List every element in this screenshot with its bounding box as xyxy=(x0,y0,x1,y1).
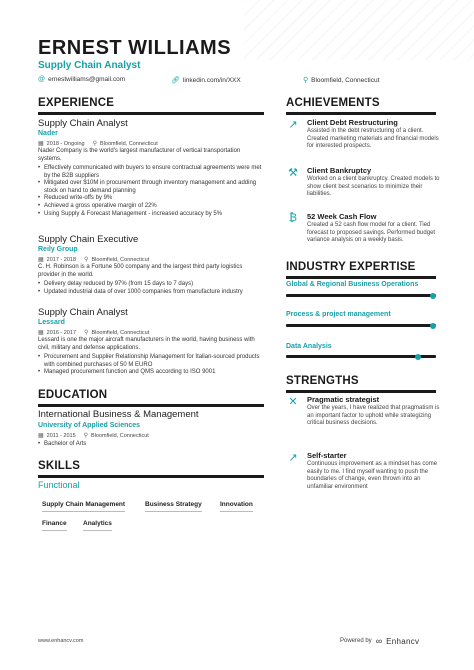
skill-tag: Business Strategy xyxy=(145,501,202,512)
expertise-bar-1 xyxy=(286,294,436,297)
candidate-title: Supply Chain Analyst xyxy=(38,60,141,71)
education-dates: 2011 - 2015 xyxy=(46,432,76,439)
job-title-2: Supply Chain Executive xyxy=(38,234,139,245)
expertise-knob-2 xyxy=(430,323,436,329)
location-text: Bloomfield, Connecticut xyxy=(311,76,380,84)
achievements-rule xyxy=(286,112,436,115)
footer-site-link[interactable]: www.enhancv.com xyxy=(38,638,84,644)
list-item: • Bachelor of Arts xyxy=(38,441,263,449)
job-location-1: Bloomfield, Connecticut xyxy=(100,140,158,147)
brand-name: Enhancv xyxy=(386,636,420,646)
degree-title: International Business & Management xyxy=(38,409,199,420)
at-icon: @ xyxy=(38,76,46,83)
job-dates-2: 2017 - 2018 xyxy=(46,256,77,263)
location-pin-icon: ⚲ xyxy=(303,77,309,84)
contact-linkedin[interactable] xyxy=(171,76,241,84)
footer-powered-by[interactable] xyxy=(340,636,419,646)
skills-heading: SKILLS xyxy=(38,460,81,472)
school-name: University of Applied Sciences xyxy=(38,422,141,429)
link-icon: 🔗︎ xyxy=(171,77,180,84)
skill-category: Functional xyxy=(38,480,80,490)
list-item: • Delivery delay reduced by 97% (from 15 days to 7 days) xyxy=(38,281,263,289)
expertise-label-2: Process & project management xyxy=(286,311,391,318)
skill-tag: Finance xyxy=(42,520,67,531)
list-item: • Achieved a gross operative margin of 22% xyxy=(38,203,263,211)
company-2: Reily Group xyxy=(38,246,78,253)
strength-desc-1: Over the years, I have realized that pragmatism is an important factor to uphold while strategizing critical business decisions. xyxy=(307,405,440,427)
calendar-icon: ▦ xyxy=(38,330,44,336)
list-item: • Effectively communicated with buyers to ensure contractual agreements were met by the B2B suppliers xyxy=(38,165,263,180)
achievement-desc-2: Worked on a client bankruptcy. Created models to show client best scenarios to minimize their liabilities. xyxy=(307,176,440,198)
job-title-1: Supply Chain Analyst xyxy=(38,118,128,129)
strength-title-2: Self-starter xyxy=(307,451,347,460)
strengths-rule xyxy=(286,390,436,393)
powered-by-text: Powered by xyxy=(340,638,372,644)
location-pin-icon: ⚲ xyxy=(84,330,89,336)
list-item: • Updated industrial data of over 1000 companies from manufacture industry xyxy=(38,289,263,297)
location-pin-icon: ⚲ xyxy=(84,257,89,263)
experience-heading: EXPERIENCE xyxy=(38,97,115,109)
job-location-2: Bloomfield, Connecticut xyxy=(91,256,150,263)
enhancv-logo-icon: ∞ xyxy=(375,636,383,646)
job-title-3: Supply Chain Analyst xyxy=(38,307,128,318)
skill-tag: Innovation xyxy=(220,501,253,512)
calendar-icon: ▦ xyxy=(38,257,44,263)
expertise-label-3: Data Analysis xyxy=(286,343,332,350)
list-item: • Using Supply & Forecast Management - increased accuracy by 5% xyxy=(38,211,263,219)
achievement-title-3: 52 Week Cash Flow xyxy=(307,212,377,221)
location-pin-icon: ⚲ xyxy=(83,433,89,439)
expertise-knob-3 xyxy=(415,354,421,360)
strengths-heading: STRENGTHS xyxy=(286,375,359,387)
achievement-title-2: Client Bankruptcy xyxy=(307,166,372,175)
calendar-icon: ▦ xyxy=(38,433,44,439)
list-item: • Managed procurement function and QMS according to ISO 9001 xyxy=(38,369,263,377)
job-meta-2 xyxy=(38,256,149,263)
achievement-desc-1: Assisted in the debt restructuring of a client. Created marketing materials and financial models for interested prospects. xyxy=(307,128,439,150)
strength-desc-2: Continuous improvement as a mindset has come easily to me. I find myself wanting to push the boundaries of change, even thrown into an unfamiliar environment xyxy=(307,461,438,490)
skills-rule xyxy=(38,475,264,478)
expertise-bar-2 xyxy=(286,324,436,327)
list-item: • Procurement and Supplier Relationship Management for Italian-sourced products with combined purchases of 50 M EURO xyxy=(38,354,263,369)
industry-heading: INDUSTRY EXPERTISE xyxy=(286,261,416,273)
achievement-desc-3: Created a 52 cash flow model for a client. Tied forecast to proposed savings. Performed budget variance analysis on a weekly basis. xyxy=(307,222,436,244)
header-pattern xyxy=(244,0,474,60)
expertise-label-1: Global & Regional Business Operations xyxy=(286,281,419,288)
achievements-heading: ACHIEVEMENTS xyxy=(286,97,380,109)
job-bullets-1 xyxy=(38,165,263,218)
job-description-2: C. H. Robinson is a Fortune 500 company and the largest third party logistics provider in the world. xyxy=(38,264,243,278)
list-item: • Reduced write-offs by 9% xyxy=(38,195,263,203)
job-meta-3 xyxy=(38,329,149,336)
education-heading: EDUCATION xyxy=(38,389,108,401)
job-bullets-3 xyxy=(38,354,263,377)
job-description-1: Nader Company is the world's largest manufacturer of vertical transportation systems. xyxy=(38,148,241,162)
job-dates-3: 2016 - 2017 xyxy=(46,329,77,336)
education-bullets xyxy=(38,441,263,449)
experience-rule xyxy=(38,112,264,115)
strength-title-1: Pragmatic strategist xyxy=(307,395,380,404)
contact-email[interactable] xyxy=(38,76,125,83)
candidate-name: ERNEST WILLIAMS xyxy=(38,37,232,59)
location-pin-icon: ⚲ xyxy=(92,141,97,147)
achievement-title-1: Client Debt Restructuring xyxy=(307,118,398,127)
linkedin-text: linkedin.com/in/XXX xyxy=(182,76,241,84)
job-location-3: Bloomfield, Connecticut xyxy=(91,329,150,336)
company-3: Lessard xyxy=(38,319,65,326)
list-item: • Mitigated over $10M in procurement through inventory management and adding stock on hand to demand planning xyxy=(38,180,263,195)
contact-location xyxy=(303,76,379,84)
bitcoin-icon: ₿ xyxy=(288,212,298,224)
trend-up-icon: ↗ xyxy=(288,119,298,131)
skill-tag: Analytics xyxy=(83,520,112,531)
trend-up-icon: ↗ xyxy=(288,452,298,464)
job-dates-1: 2018 - Ongoing xyxy=(46,140,85,147)
tools-icon: ✕ xyxy=(288,396,298,408)
skill-tag: Supply Chain Management xyxy=(42,501,125,512)
company-1: Nader xyxy=(38,130,58,137)
expertise-knob-1 xyxy=(430,293,436,299)
education-location: Bloomfield, Connecticut xyxy=(91,432,149,439)
education-rule xyxy=(38,404,264,407)
gavel-icon: ⚒ xyxy=(288,167,298,179)
email-text: ernestwilliams@gmail.com xyxy=(48,76,126,83)
job-meta-1 xyxy=(38,140,158,147)
education-meta xyxy=(38,432,149,439)
job-description-3: Lessard is one the major aircraft manufacturers in the world, having business with civil, military and defense applications. xyxy=(38,337,255,351)
job-bullets-2 xyxy=(38,281,263,296)
calendar-icon: ▦ xyxy=(38,141,44,147)
industry-rule xyxy=(286,276,436,279)
expertise-bar-3 xyxy=(286,355,436,358)
